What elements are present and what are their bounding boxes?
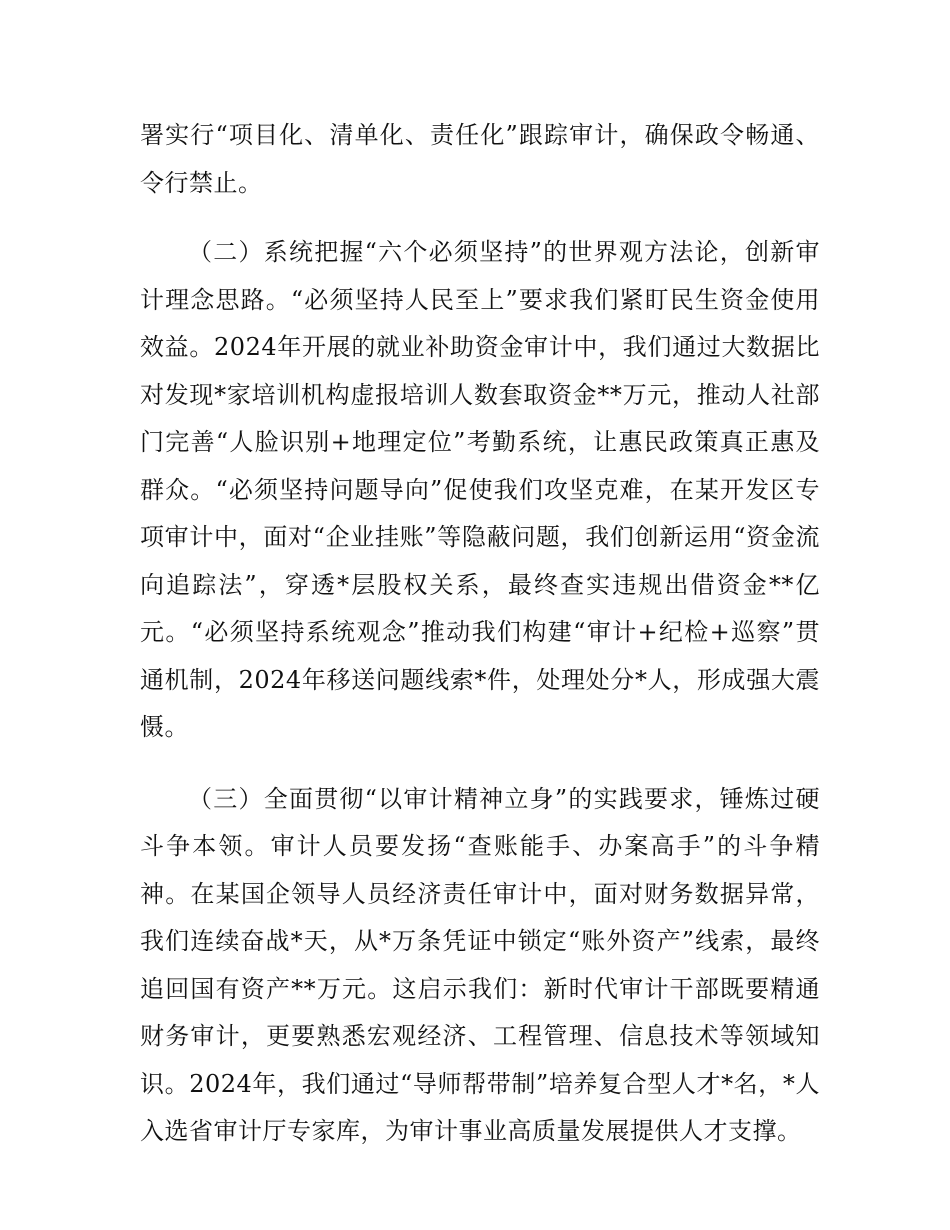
paragraph-gap (140, 752, 820, 776)
paragraph-gap (140, 207, 820, 229)
paragraph-continuation: 署实行“项目化、清单化、责任化”跟踪审计，确保政令畅通、令行禁止。 (140, 121, 820, 197)
paragraph-section-2: （二）系统把握“六个必须坚持”的世界观方法论，创新审计理念思路。“必须坚持人民至上”要求我们紧盯民生资金使用效益。2024年开展的就业补助资金审计中，我们通过大数据比对发现*家培训机构虚报培训人数套取资金**万元，推动人社部门完善“人脸识别+地理定位”考勤系统，让惠民政策真正惠及群众。“必须坚持问题导向”促使我们攻坚克难，在某开发区专项审计中，面对“企业挂账”等隐蔽问题，我们创新运用“资金流向追踪法”，穿透*层股权关系，最终查实违规出借资金**亿元。“必须坚持系统观念”推动我们构建“审计+纪检+巡察”贯通机制，2024年移送问题线索*件，处理处分*人，形成强大震慑。 (140, 238, 820, 741)
paragraph-section-3: （三）全面贯彻“以审计精神立身”的实践要求，锤炼过硬斗争本领。审计人员要发扬“查账能手、办案高手”的斗争精神。在某国企领导人员经济责任审计中，面对财务数据异常，我们连续奋战*天，从*万条凭证中锁定“账外资产”线索，最终追回国有资产**万元。这启示我们：新时代审计干部既要精通财务审计，更要熟悉宏观经济、工程管理、信息技术等领域知识。2024年，我们通过“导师帮带制”培养复合型人才*名，*人入选省审计厅专家库，为审计事业高质量发展提供人才支撑。 (140, 784, 820, 1145)
document-body (140, 112, 820, 1156)
